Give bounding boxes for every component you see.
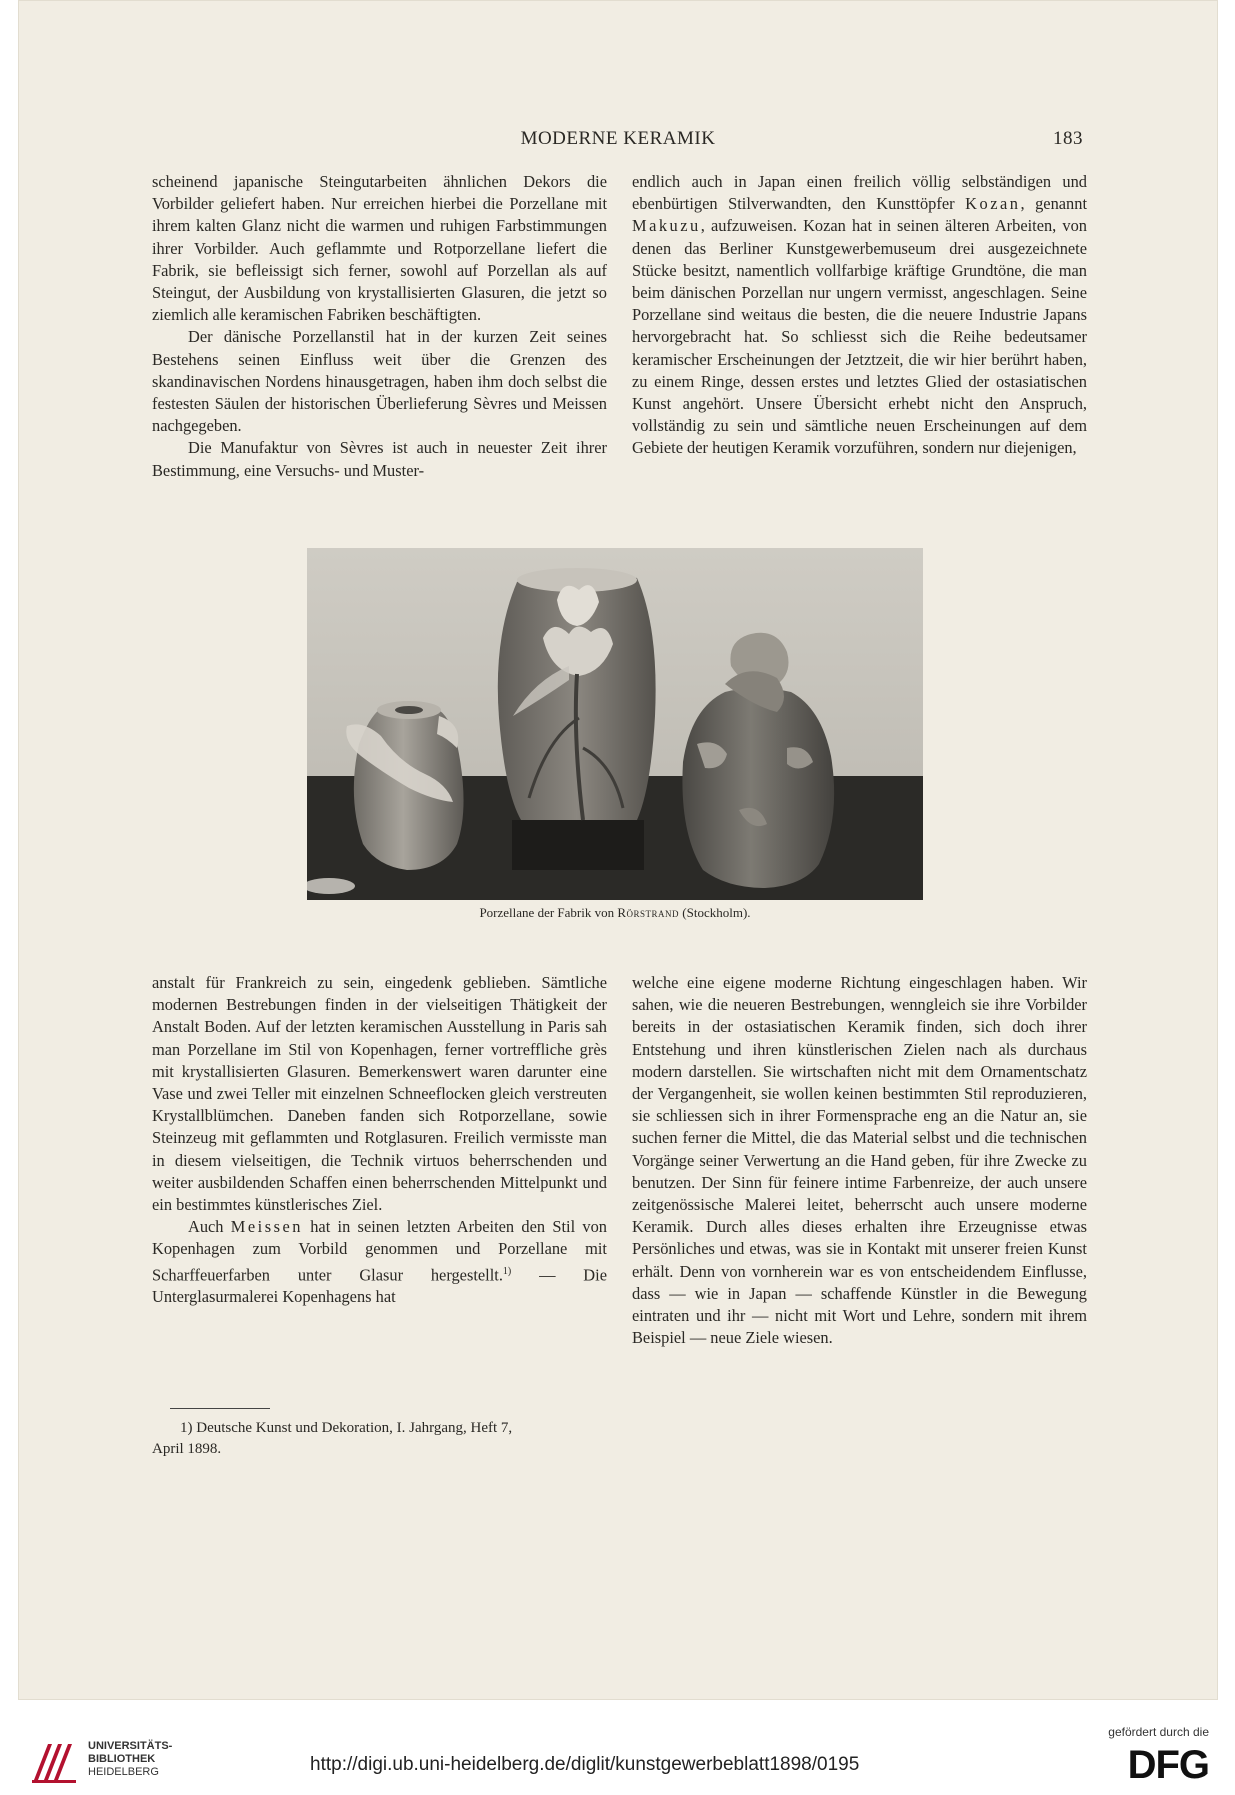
caption-text: Porzellane der Fabrik von <box>479 905 618 920</box>
paragraph: Der dänische Porzellanstil hat in der kurzen Zeit seines Bestehens seinen Einfluss weit über die Grenzen des skandinavischen Nordens hinausgetragen, haben ihm doch selbst die festesten Säulen der historischen Überlieferung Sèvres und Meissen nachgegeben. <box>152 327 607 436</box>
paragraph <box>632 171 1087 460</box>
caption-manufacturer: Rörstrand <box>617 905 680 920</box>
dfg-logo: DFG <box>1127 1743 1209 1787</box>
name-kozan: Kozan <box>965 194 1021 214</box>
paragraph: Die Manufaktur von Sèvres ist auch in neuester Zeit ihrer Bestimmung, eine Versuchs- und Muster- <box>152 438 607 480</box>
footnote-divider <box>170 1408 270 1409</box>
library-logo-icon <box>30 1740 80 1784</box>
text-run: — Die Unterglasurmalerei Kopenhagens hat <box>152 1265 607 1307</box>
footnote-line: April 1898. <box>152 1441 222 1457</box>
page-title: MODERNE KERAMIK <box>520 128 716 149</box>
vases-photograph <box>307 548 923 900</box>
footnote-marker: 1) <box>502 1265 512 1277</box>
digitization-footer <box>0 1710 1235 1795</box>
vase-stand <box>512 820 644 870</box>
running-header <box>18 128 1218 158</box>
paragraph: welche eine eigene moderne Richtung eingeschlagen haben. Wir sahen, wie die neueren Bestrebungen, wenngleich sie ihre Vorbilder bereits in der ostasiatischen Keramik finden, sich doch ihrer Entstehung und ihren künstlerischen Zielen nach als durchaus modern darstellen. Sie wirtschaften nicht mit dem Ornamentschatz der Vergangenheit, sie wollen keinen bestimmten Stil reproduzieren, sie schliessen sich in ihrer Formensprache eng an die Natur an, sie suchen ferner die Mittel, die das Material selbst und die technischen Vorgänge seiner Verwertung an die Hand geben, für ihre Zwecke zu benutzen. Der Sinn für feinere intime Farbenreize, der auch unsere zeitgenössische Malerei leitet, beherrscht auch unsere moderne Keramik. Durch alles dieses erhalten ihre Erzeugnisse etwas Persönliches und etwas, was sie in Kontakt mit unserer freien Kunst erhält. Denn von vornherein war es von entscheidendem Einflusse, dass — wie in Japan — schaffende Künstler in die Bewegung eintraten und ihr — nicht mit Wort und Lehre, sondern mit ihrem Beispiel — neue Ziele wiesen. <box>632 973 1087 1348</box>
footnote-line: 1) Deutsche Kunst und Dekoration, I. Jahrgang, Heft 7, <box>180 1420 513 1436</box>
paragraph: anstalt für Frankreich zu sein, eingedenk geblieben. Sämtliche modernen Bestrebungen finden in der vielseitigen Thätigkeit der Anstalt Boden. Auf der letzten keramischen Ausstellung in Paris sah man Porzellane im Stil von Kopenhagen, ferner vortreffliche grès mit krystallisierten Glasuren. Bemerkenswert waren darunter eine Vase und zwei Teller mit einzelnen Schneeflocken gleich verstreuten Krystallblümchen. Daneben fanden sich Rotporzellane, sowie Steinzeug mit geflammten und Rotglasuren. Freilich vermisste man in diesem vielseitigen, die Technik virtuos beherrschenden und weiter ausbildenden Schaffen einen beherrschenden Mittelpunkt und ein bestimmtes künstlerisches Ziel. <box>152 973 607 1215</box>
paragraph: scheinend japanische Steingutarbeiten ähnlichen Dekors die Vorbilder geliefert haben. Nur erreichen hierbei die Porzellane mit ihrem kalten Glanz nicht die warmen und ruhigen Farbstimmungen ihrer Vorbilder. Auch geflammte und Rotporzellane liefert die Fabrik, sie befleissigt sich ferner, sowohl auf Porzellan als auf Steingut, der Ausbildung von krystallisierten Glasuren, die jetzt so ziemlich alle keramischen Fabriken beschäftigten. <box>152 172 607 325</box>
text-run: Auch <box>188 1217 231 1237</box>
source-url-link[interactable]: http://digi.ub.uni-heidelberg.de/diglit/kunstgewerbeblatt1898/0195 <box>310 1754 860 1775</box>
text-run: , genannt <box>1020 194 1087 214</box>
text-run: hat in seinen letzten Arbeiten den Stil von Kopenhagen zum Vorbild genommen und Porzellane mit Scharffeuerfarben unter Glasur hergestellt. <box>152 1217 607 1285</box>
page-number: 183 <box>1053 128 1083 149</box>
figure-caption <box>307 905 923 921</box>
book-page <box>18 0 1218 1700</box>
library-name <box>88 1740 172 1779</box>
name-makuzu: Makuzu <box>632 216 701 236</box>
name-meissen: Meissen <box>230 1217 303 1237</box>
column-bottom-right <box>632 972 1087 1349</box>
vases-illustration <box>307 548 923 900</box>
left-vase <box>346 701 463 870</box>
caption-text: (Stockholm). <box>679 905 751 920</box>
library-name-line: HEIDELBERG <box>88 1766 159 1778</box>
column-bottom-left <box>152 972 607 1309</box>
column-top-right <box>632 171 1087 460</box>
column-top-left <box>152 171 607 482</box>
text-run: , aufzuweisen. Kozan hat in seinen älteren Arbeiten, von denen das Berliner Kunstgewerbemuseum drei ausgezeichnete Stücke besitzt, namentlich vollfarbige kräftige Grundtöne, die man beim dänischen Porzellan nur ungern vermisst, angeschlagen. Seine Porzellane sind weitaus die besten, die die neuere Industrie Japans hervorgebracht hat. So schliesst sich die Reihe bedeutsamer keramischer Erscheinungen der Jetztzeit, die wir hier berührt haben, zu einem Ringe, dessen erstes und letztes Glied der ostasiatischen Kunst angehört. Unsere Übersicht erhebt nicht den Anspruch, vollständig zu sein und sämtliche neuen Erscheinungen auf dem Gebiete der heutigen Keramik vorzuführen, sondern nur diejenigen, <box>632 216 1087 458</box>
tulip-vase <box>498 568 656 820</box>
text-run: endlich auch in Japan einen freilich völlig selbständigen und ebenbürtigen Stilverwandten, den Kunsttöpfer <box>632 172 1087 214</box>
paragraph <box>152 1216 607 1308</box>
footnote <box>152 1418 607 1460</box>
library-name-line: BIBLIOTHEK <box>88 1753 156 1765</box>
funding-label: gefördert durch die <box>1108 1725 1209 1739</box>
library-name-line: UNIVERSITÄTS- <box>88 1740 173 1752</box>
